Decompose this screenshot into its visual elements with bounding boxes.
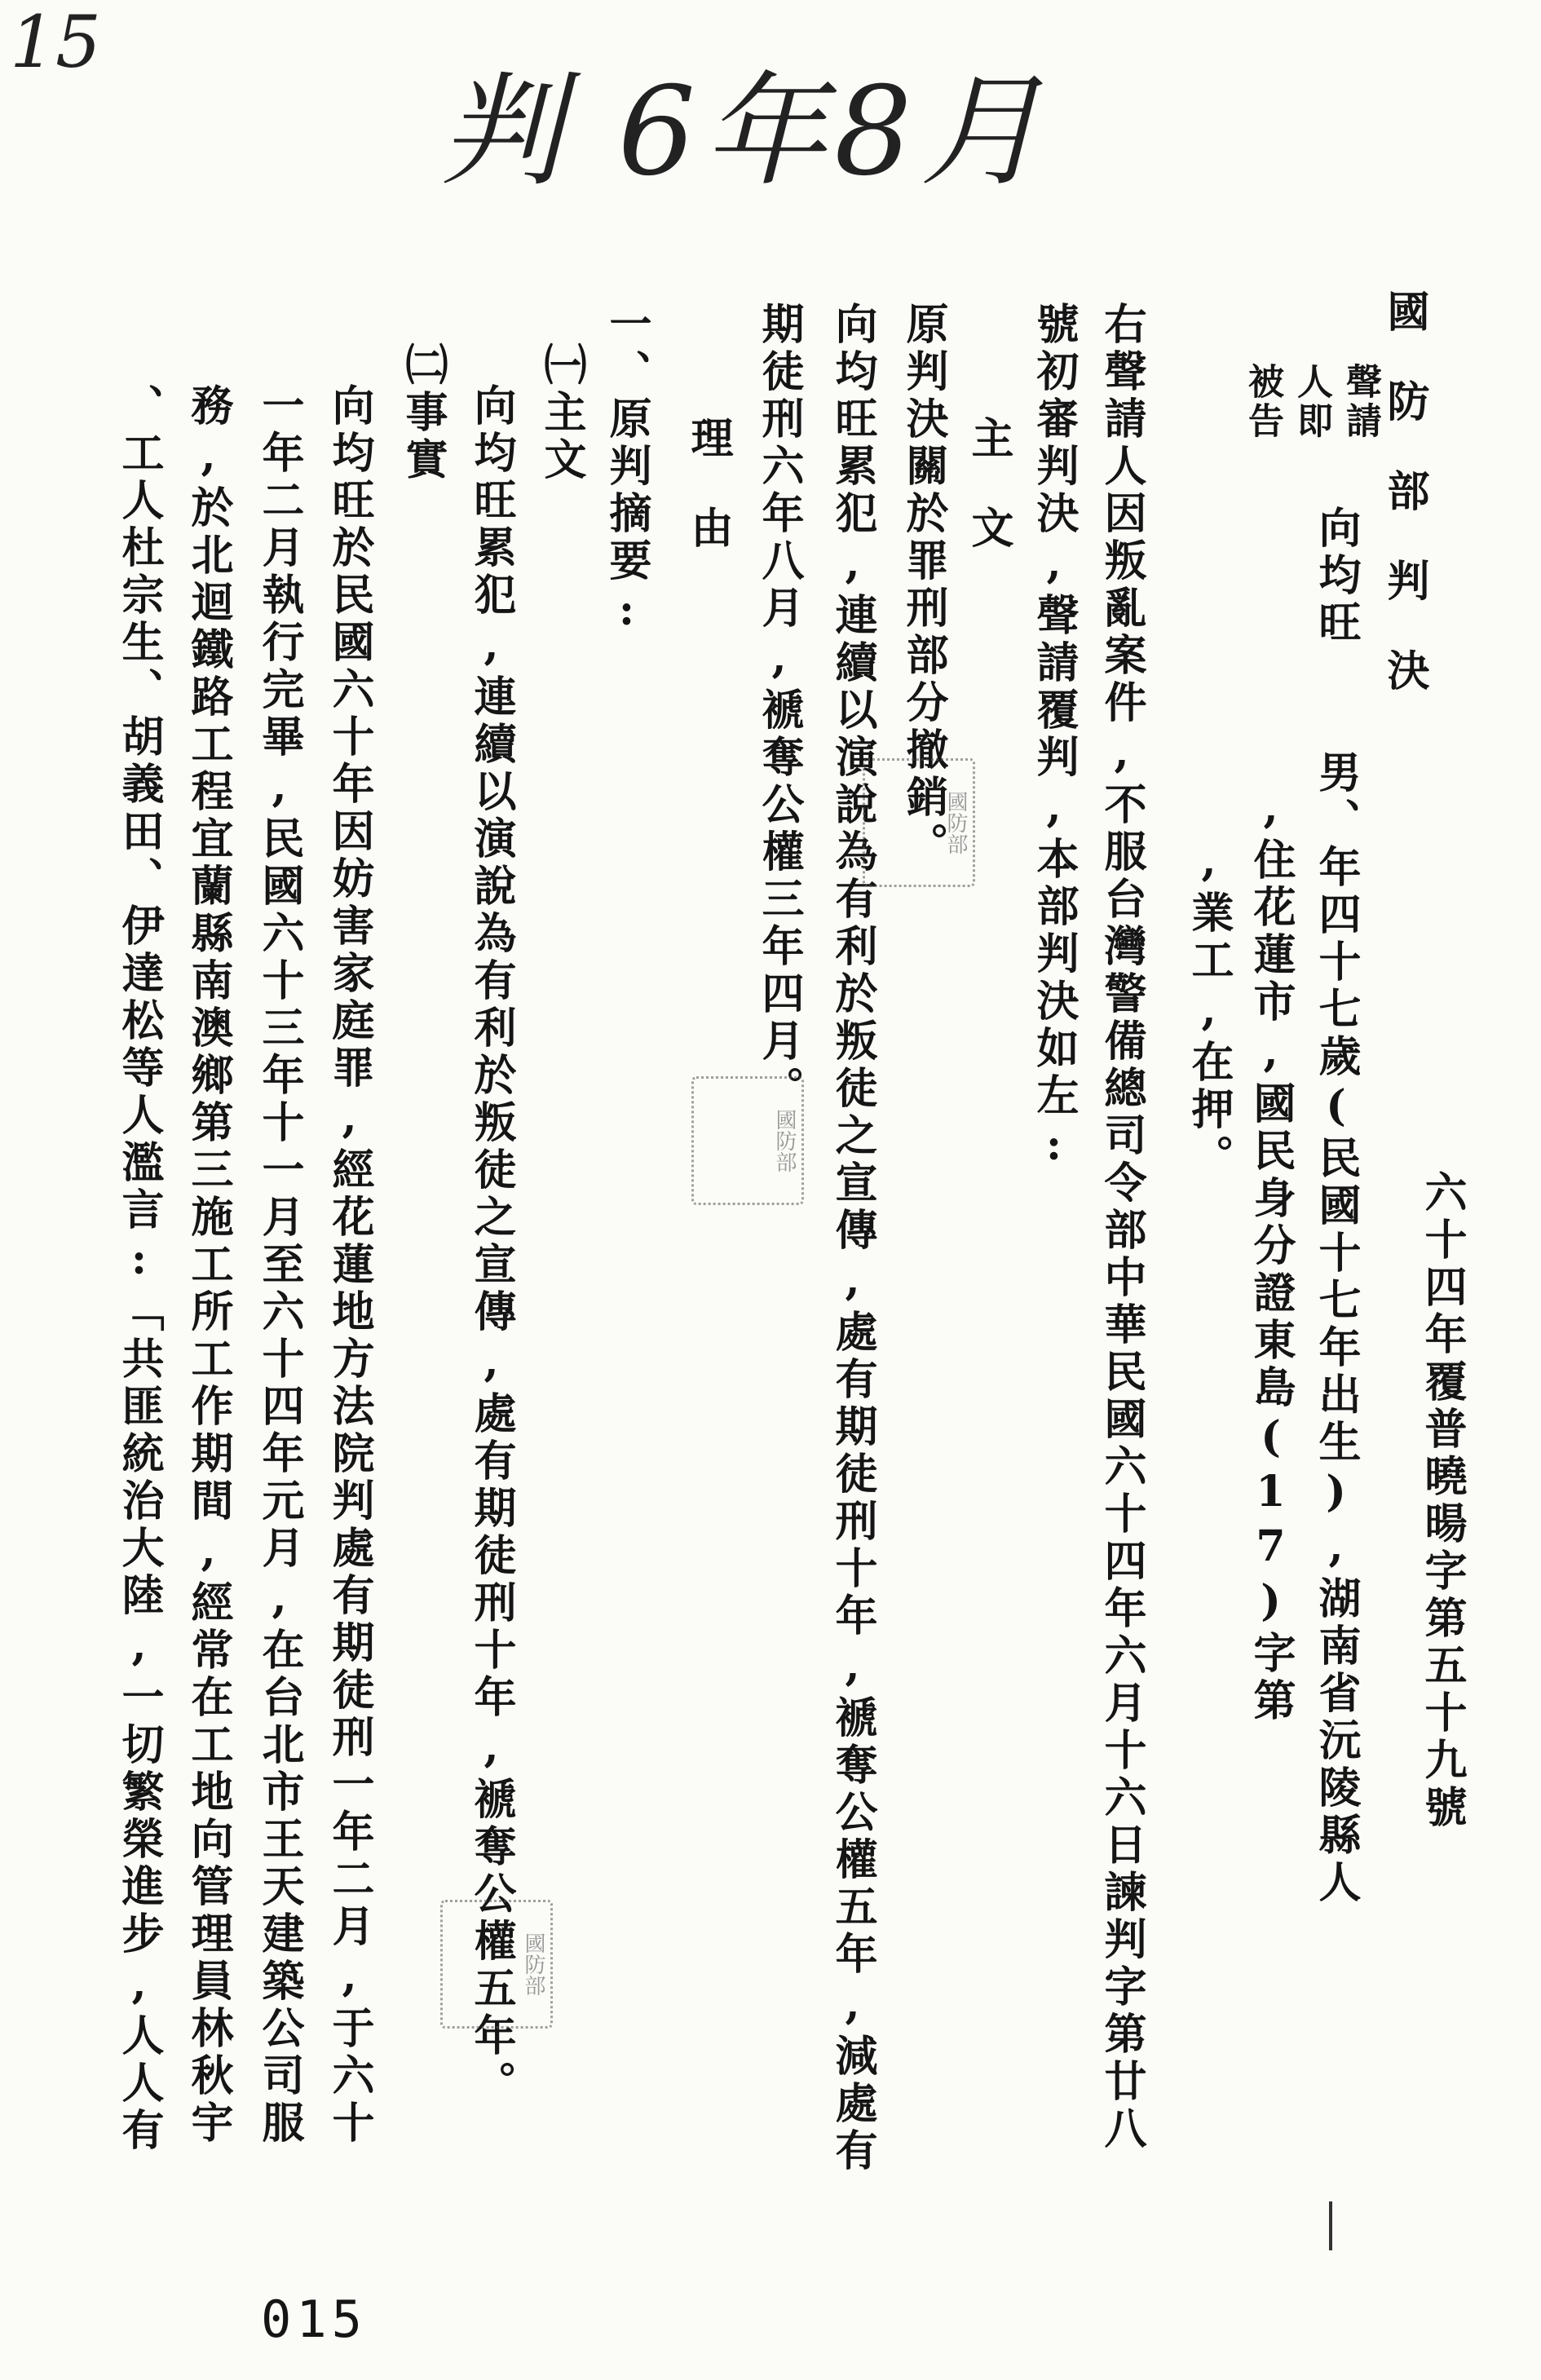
- correction-seal: 國防部: [440, 1900, 553, 2029]
- reason-line-3: 向均旺累犯,連續以演說為有利於叛徒之宣傳,處有期徒刑十年,褫奪公權五年。: [466, 383, 516, 2108]
- main-line-2: 向均旺累犯,連續以演說為有利於叛徒之宣傳,處有期徒刑十年,褫奪公權五年,減處有: [828, 302, 877, 2175]
- reason-heading: 理由: [683, 416, 733, 595]
- party-info-3: ,業工,在押。: [1184, 836, 1234, 1181]
- document-title: 國防部判決: [1380, 289, 1429, 738]
- reason-line-5: 向均旺於民國六十年因妨害家庭罪,經花蓮地方法院判處有期徒刑一年二月,于六十: [325, 383, 374, 2148]
- party-info-2: ,住花蓮市,國民身分證東島(17)字第: [1246, 783, 1296, 1725]
- reason-line-6: 一年二月執行完畢,民國六十三年十一月至六十四年元月,在台北市王天建築公司服: [254, 383, 304, 2148]
- correction-seal: 國防部: [691, 1076, 804, 1205]
- main-heading: 主文: [964, 416, 1013, 595]
- party-info-1: 男、年四十七歲(民國十七年出生),湖南省沅陵縣人: [1311, 750, 1361, 1907]
- reason-line-8: 、工人杜宗生、胡義田、伊達松等人濫言:「共匪統治大陸,一切繁榮進步,人人有: [114, 383, 164, 2155]
- reason-line-4: ㈡事實: [398, 342, 448, 484]
- party-role: 聲請人即被告: [1242, 363, 1381, 441]
- intro-line-1: 右聲請人因叛亂案件,不服台灣警備總司令部中華民國六十四年六月十六日諫判字第廿八: [1097, 302, 1146, 2153]
- reason-line-7: 務,於北迴鐵路工程宜蘭縣南澳鄉第三施工所工作期間,經常在工地向管理員林秋宇: [183, 383, 233, 2148]
- page-number: 015: [261, 2289, 367, 2349]
- party-name: 向均旺: [1311, 506, 1361, 647]
- reason-line-1: 一、原判摘要:: [602, 302, 651, 640]
- main-line-3: 期徒刑六年八月,褫奪公權三年四月。: [754, 302, 804, 1113]
- handwritten-sentence-note: 判 6年8月: [440, 61, 1051, 203]
- ink-mark: [1329, 2201, 1332, 2250]
- reason-line-2: ㈠主文: [536, 342, 586, 484]
- case-number: 六十四年覆普曉暘字第五十九號: [1417, 1170, 1467, 1832]
- handwritten-page-number: 15: [10, 0, 101, 84]
- correction-seal: 國防部: [863, 758, 975, 887]
- intro-line-2: 號初審判決,聲請覆判,本部判決如左:: [1029, 302, 1079, 1175]
- main-line-1: 原判決關於罪刑部分撤銷。: [899, 302, 948, 869]
